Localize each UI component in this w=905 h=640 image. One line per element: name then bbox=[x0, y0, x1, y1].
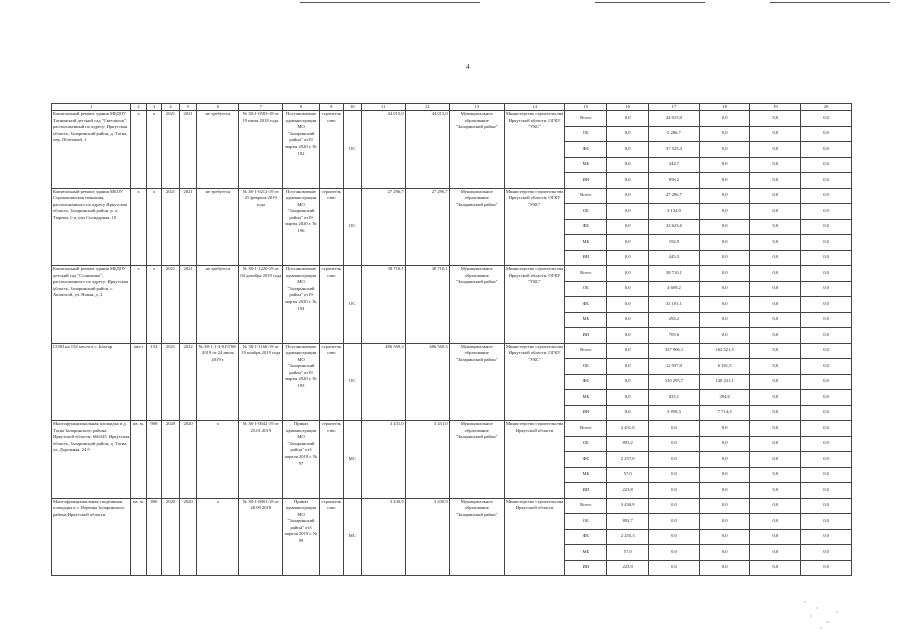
funding-source: ИИ bbox=[565, 405, 607, 421]
estimate-cost: 3 431,0 bbox=[361, 421, 405, 499]
customer: Муниципальное образование "Заларинский район" bbox=[449, 111, 504, 189]
funding-value: 0,0 bbox=[801, 452, 852, 468]
funding-value: 0,0 bbox=[750, 142, 801, 158]
funding-value: 0,0 bbox=[699, 467, 750, 483]
table-row bbox=[52, 111, 852, 127]
work-type: строительство bbox=[319, 266, 343, 344]
funding-source: Всего bbox=[565, 188, 607, 204]
customer: Муниципальное образование "Заларинский район" bbox=[449, 421, 504, 499]
column-number-7: 7 bbox=[239, 104, 283, 111]
column-number-20: 20 bbox=[801, 104, 852, 111]
start-year: 2020 bbox=[162, 421, 180, 499]
table-row bbox=[52, 421, 852, 437]
ownership: ОС bbox=[343, 343, 361, 421]
end-year: 2022 bbox=[179, 343, 197, 421]
funding-value: 0,0 bbox=[607, 343, 649, 359]
funding-source: Всего bbox=[565, 343, 607, 359]
funding-value: 0,0 bbox=[750, 188, 801, 204]
table-row bbox=[52, 498, 852, 514]
funding-value: 57,0 bbox=[607, 545, 649, 561]
table-row bbox=[52, 188, 852, 204]
funding-source: МБ bbox=[565, 545, 607, 561]
funding-source: ОБ bbox=[565, 514, 607, 530]
expertise: не требуется bbox=[197, 188, 239, 266]
funding-value: 310 295,7 bbox=[649, 374, 700, 390]
funding-value: 445,3 bbox=[649, 250, 700, 266]
start-year: 2021 bbox=[162, 343, 180, 421]
decision: Постановление администрации МО "Заларинский район" от19 марты 2020 г. № 195 bbox=[283, 343, 319, 421]
start-year: 2020 bbox=[162, 498, 180, 576]
funding-value: 705,6 bbox=[649, 328, 700, 344]
funding-value: 0,0 bbox=[801, 405, 852, 421]
funding-value: 0,0 bbox=[699, 297, 750, 313]
funding-value: 44 015,0 bbox=[649, 111, 700, 127]
funding-value: 0,0 bbox=[750, 281, 801, 297]
funding-source: ОБ bbox=[565, 436, 607, 452]
funding-value: 0,0 bbox=[699, 157, 750, 173]
permit: № 38-1-1220-19 от 04 декабря 2019 года bbox=[239, 266, 283, 344]
funding-value: 0,0 bbox=[699, 498, 750, 514]
customer: Муниципальное образование "Заларинский район" bbox=[449, 343, 504, 421]
start-year: 2021 bbox=[162, 188, 180, 266]
end-year: 2021 bbox=[179, 111, 197, 189]
funding-value: 0,0 bbox=[699, 483, 750, 499]
start-year: 2021 bbox=[162, 266, 180, 344]
work-type: строительство bbox=[319, 421, 343, 499]
funding-value: 0,0 bbox=[801, 560, 852, 576]
funding-value: 0,0 bbox=[607, 328, 649, 344]
work-type: строительство bbox=[319, 111, 343, 189]
column-number-3: 3 bbox=[146, 104, 161, 111]
funding-value: 0,0 bbox=[699, 452, 750, 468]
funding-source: ФБ bbox=[565, 297, 607, 313]
decision: Приказ администрации МО "Заларинский район" от3 апреля 2019 г. № 97 bbox=[283, 421, 319, 499]
funding-value: 0,0 bbox=[649, 514, 700, 530]
funding-value: 3 134,9 bbox=[649, 204, 700, 220]
ownership: МС bbox=[343, 421, 361, 499]
funding-value: 0,0 bbox=[750, 328, 801, 344]
funding-value: 0,0 bbox=[801, 235, 852, 251]
funding-source: ИИ bbox=[565, 250, 607, 266]
funding-value: 0,0 bbox=[750, 483, 801, 499]
funding-value: 294,2 bbox=[649, 312, 700, 328]
funding-value: 0,0 bbox=[801, 483, 852, 499]
decision: Постановление администрации МО "Заларинский район" от19 марты 2020 г. № 192 bbox=[283, 111, 319, 189]
funding-value: 0,0 bbox=[801, 219, 852, 235]
object-name: Многофункциональная площадка в д. Тагна Заларинского района, Иркутской области, 666345, Иркутская область, Заларинский район, д. Тагна, ул. Дорожная, 24 б bbox=[52, 421, 131, 499]
funding-value: 0,0 bbox=[649, 436, 700, 452]
funding-value: 0,0 bbox=[649, 421, 700, 437]
funding-value: 33 101,1 bbox=[649, 297, 700, 313]
funding-value: 0,0 bbox=[699, 204, 750, 220]
column-number-2: 2 bbox=[131, 104, 146, 111]
funding-value: 38 710,1 bbox=[649, 266, 700, 282]
funding-value: 0,0 bbox=[801, 250, 852, 266]
funding-value: 0,0 bbox=[750, 297, 801, 313]
top-rule-right bbox=[770, 2, 890, 3]
column-number-17: 17 bbox=[649, 104, 700, 111]
funding-value: 0,0 bbox=[699, 545, 750, 561]
funding-value: 0,0 bbox=[649, 483, 700, 499]
funding-value: 0,0 bbox=[750, 498, 801, 514]
funding-value: 0,0 bbox=[750, 452, 801, 468]
funding-value: 0,0 bbox=[750, 219, 801, 235]
funding-value: 0,0 bbox=[801, 297, 852, 313]
funding-value: 327 906,1 bbox=[649, 343, 700, 359]
expertise: № 38-1-1-3-015768-2019 от 24 июля 2019 г. bbox=[197, 343, 239, 421]
funding-value: 0,0 bbox=[801, 436, 852, 452]
funding-value: 0,0 bbox=[607, 188, 649, 204]
funding-source: МБ bbox=[565, 312, 607, 328]
funding-value: 858,2 bbox=[649, 173, 700, 189]
remaining-cost: 27 296,7 bbox=[405, 188, 449, 266]
work-type: строительство bbox=[319, 343, 343, 421]
estimate-cost: 486 569,3 bbox=[361, 343, 405, 421]
funding-value: 0,0 bbox=[699, 111, 750, 127]
ownership: ОС bbox=[343, 266, 361, 344]
funding-value: 0,0 bbox=[699, 312, 750, 328]
responsible: Министерство строительства Иркутской области, ОГКУ "УКС" bbox=[504, 343, 565, 421]
funding-value: 0,0 bbox=[607, 297, 649, 313]
funding-value: 0,0 bbox=[750, 235, 801, 251]
expertise: х bbox=[197, 498, 239, 576]
capacity: х bbox=[146, 188, 161, 266]
funding-value: 0,0 bbox=[801, 545, 852, 561]
funding-value: 3 858,3 bbox=[649, 405, 700, 421]
investment-table bbox=[51, 103, 852, 576]
expertise: х bbox=[197, 421, 239, 499]
funding-value: 148 231,1 bbox=[699, 374, 750, 390]
funding-value: 0,0 bbox=[801, 328, 852, 344]
unit: кв. м. bbox=[131, 421, 146, 499]
funding-value: 6 181,5 bbox=[699, 359, 750, 375]
column-number-8: 8 bbox=[283, 104, 319, 111]
page-number: 4 bbox=[466, 63, 470, 71]
funding-source: ИИ bbox=[565, 483, 607, 499]
funding-value: 0,0 bbox=[801, 390, 852, 406]
funding-value: 0,0 bbox=[801, 126, 852, 142]
funding-value: 0,0 bbox=[801, 157, 852, 173]
funding-source: ОБ bbox=[565, 126, 607, 142]
scan-noise-marks bbox=[796, 596, 850, 634]
funding-value: 0,0 bbox=[699, 281, 750, 297]
funding-source: МБ bbox=[565, 390, 607, 406]
end-year: 2021 bbox=[179, 266, 197, 344]
capacity: 800 bbox=[146, 498, 161, 576]
capacity: 908 bbox=[146, 421, 161, 499]
funding-value: 0,0 bbox=[649, 452, 700, 468]
customer: Муниципальное образование "Заларинский район" bbox=[449, 266, 504, 344]
ownership: МС bbox=[343, 498, 361, 576]
funding-value: 5 286,7 bbox=[649, 126, 700, 142]
funding-value: 0,0 bbox=[649, 498, 700, 514]
work-type: строительство bbox=[319, 498, 343, 576]
funding-value: 0,0 bbox=[649, 560, 700, 576]
decision: Постановление администрации МО "Заларинский район" от19 марты 2020 г. № 194 bbox=[283, 266, 319, 344]
funding-value: 0,0 bbox=[750, 467, 801, 483]
funding-value: 0,0 bbox=[801, 312, 852, 328]
funding-value: 394,6 bbox=[699, 390, 750, 406]
funding-value: 0,0 bbox=[699, 173, 750, 189]
funding-value: 0,0 bbox=[750, 111, 801, 127]
top-rule-mid bbox=[595, 2, 705, 3]
funding-value: 2 257,0 bbox=[607, 452, 649, 468]
funding-value: 0,0 bbox=[699, 560, 750, 576]
object-name: Капитальный ремонт здания МБОУ Сорокашинская гимназия, расположенного по адресу Иркутская область, Заларинский район, р. п. Тырешь 1-я, ули Солидарная, 10 bbox=[52, 188, 131, 266]
capacity: 154 bbox=[146, 343, 161, 421]
permit: № 38-1-0583-18 от 19 июля 2018 года. bbox=[239, 111, 283, 189]
funding-source: ФБ bbox=[565, 452, 607, 468]
funding-value: 223,8 bbox=[607, 483, 649, 499]
funding-value: 0,0 bbox=[750, 560, 801, 576]
funding-value: 0,0 bbox=[801, 421, 852, 437]
funding-value: 893,2 bbox=[607, 436, 649, 452]
object-name: СОШ на 154 места в с. Бахтар bbox=[52, 343, 131, 421]
funding-value: 0,0 bbox=[750, 173, 801, 189]
funding-value: 0,0 bbox=[607, 204, 649, 220]
column-number-4: 4 bbox=[162, 104, 180, 111]
funding-value: 0,0 bbox=[607, 126, 649, 142]
funding-value: 0,0 bbox=[801, 374, 852, 390]
funding-value: 3 431,0 bbox=[607, 421, 649, 437]
funding-value: 0,0 bbox=[750, 436, 801, 452]
funding-value: 0,0 bbox=[607, 266, 649, 282]
funding-value: 0,0 bbox=[801, 498, 852, 514]
funding-value: 0,0 bbox=[649, 467, 700, 483]
funding-value: 0,0 bbox=[801, 204, 852, 220]
capacity: х bbox=[146, 266, 161, 344]
decision: Постановление администрации МО "Заларинский район" от19 марты 2020 г. № 196 bbox=[283, 188, 319, 266]
funding-value: 0,0 bbox=[750, 359, 801, 375]
funding-value: 225,9 bbox=[607, 560, 649, 576]
column-number-15: 15 bbox=[565, 104, 607, 111]
funding-value: 0,0 bbox=[699, 266, 750, 282]
funding-value: 0,0 bbox=[699, 219, 750, 235]
column-number-19: 19 bbox=[750, 104, 801, 111]
funding-source: МБ bbox=[565, 467, 607, 483]
responsible: Министерство строительства Иркутской области, ОГКУ "УКС" bbox=[504, 188, 565, 266]
funding-value: 0,0 bbox=[750, 545, 801, 561]
work-type: строительство bbox=[319, 188, 343, 266]
object-name: Капитальный ремонт здания МБДОУ детский сад "Солнышко", расположенного по адресу: Иркутская область, Заларинский район, с. Холмогой, ул. Новая, д. 2 bbox=[52, 266, 131, 344]
funding-value: 0,0 bbox=[750, 529, 801, 545]
funding-value: 0,0 bbox=[801, 343, 852, 359]
column-number-14: 14 bbox=[504, 104, 565, 111]
unit: х bbox=[131, 111, 146, 189]
estimate-cost: 27 296,7 bbox=[361, 188, 405, 266]
funding-value: 7 714,3 bbox=[699, 405, 750, 421]
responsible: Министерство строительства Иркутской области bbox=[504, 421, 565, 499]
funding-source: МБ bbox=[565, 235, 607, 251]
funding-value: 0,0 bbox=[607, 390, 649, 406]
remaining-cost: 38 710,1 bbox=[405, 266, 449, 344]
funding-value: 0,0 bbox=[607, 219, 649, 235]
table-row bbox=[52, 343, 852, 359]
funding-source: Всего bbox=[565, 266, 607, 282]
funding-value: 0,0 bbox=[750, 421, 801, 437]
funding-value: 0,0 bbox=[801, 514, 852, 530]
funding-value: 0,0 bbox=[750, 250, 801, 266]
funding-value: 0,0 bbox=[801, 467, 852, 483]
funding-source: ИИ bbox=[565, 173, 607, 189]
remaining-cost: 3 431,0 bbox=[405, 421, 449, 499]
header-row bbox=[52, 104, 852, 111]
funding-value: 0,0 bbox=[607, 359, 649, 375]
funding-value: 825,1 bbox=[649, 390, 700, 406]
funding-source: ОБ bbox=[565, 281, 607, 297]
responsible: Министерство строительства Иркутской области, ОГКУ "УКС" bbox=[504, 111, 565, 189]
funding-value: 0,0 bbox=[750, 204, 801, 220]
funding-value: 0,0 bbox=[607, 405, 649, 421]
funding-value: 0,0 bbox=[750, 405, 801, 421]
funding-value: 0,0 bbox=[750, 157, 801, 173]
funding-value: 0,0 bbox=[699, 421, 750, 437]
funding-value: 0,0 bbox=[750, 266, 801, 282]
funding-value: 0,0 bbox=[607, 374, 649, 390]
funding-source: ФБ bbox=[565, 219, 607, 235]
customer: Муниципальное образование "Заларинский район" bbox=[449, 188, 504, 266]
funding-value: 2 255,3 bbox=[607, 529, 649, 545]
funding-source: МБ bbox=[565, 157, 607, 173]
funding-value: 57,0 bbox=[607, 467, 649, 483]
column-number-12: 12 bbox=[405, 104, 449, 111]
funding-source: Всего bbox=[565, 498, 607, 514]
estimate-cost: 44 015,0 bbox=[361, 111, 405, 189]
funding-value: 192,9 bbox=[649, 235, 700, 251]
funding-source: Всего bbox=[565, 111, 607, 127]
permit: № 38-1-0042-19 от 25.01.2019 bbox=[239, 421, 283, 499]
customer: Муниципальное образование "Заларинский район" bbox=[449, 498, 504, 576]
funding-value: 0,0 bbox=[607, 142, 649, 158]
funding-value: 27 296,7 bbox=[649, 188, 700, 204]
capacity: х bbox=[146, 111, 161, 189]
funding-value: 0,0 bbox=[699, 514, 750, 530]
estimate-cost: 3 430,9 bbox=[361, 498, 405, 576]
unit: х bbox=[131, 266, 146, 344]
column-number-6: 6 bbox=[197, 104, 239, 111]
object-name: Многофункциональная спортивная площадка в с. Веренка Заларинского района Иркутской области bbox=[52, 498, 131, 576]
funding-value: 0,0 bbox=[607, 250, 649, 266]
remaining-cost: 486 569,3 bbox=[405, 343, 449, 421]
responsible: Министерство строительства Иркутской области bbox=[504, 498, 565, 576]
funding-value: 0,0 bbox=[801, 173, 852, 189]
column-number-18: 18 bbox=[699, 104, 750, 111]
top-rule-left bbox=[300, 2, 480, 3]
funding-source: ФБ bbox=[565, 142, 607, 158]
funding-value: 0,0 bbox=[750, 514, 801, 530]
ownership: ОС bbox=[343, 188, 361, 266]
funding-value: 0,0 bbox=[649, 545, 700, 561]
funding-value: 0,0 bbox=[607, 111, 649, 127]
funding-value: 0,0 bbox=[801, 529, 852, 545]
funding-value: 0,0 bbox=[607, 281, 649, 297]
funding-value: 0,0 bbox=[801, 359, 852, 375]
funding-value: 0,0 bbox=[750, 390, 801, 406]
funding-value: 0,0 bbox=[750, 312, 801, 328]
end-year: 2020 bbox=[179, 421, 197, 499]
funding-value: 0,0 bbox=[699, 188, 750, 204]
funding-value: 0,0 bbox=[750, 126, 801, 142]
funding-value: 0,0 bbox=[699, 436, 750, 452]
funding-source: ФБ bbox=[565, 529, 607, 545]
funding-value: 0,0 bbox=[607, 157, 649, 173]
funding-value: 0,0 bbox=[699, 235, 750, 251]
funding-value: 4 609,2 bbox=[649, 281, 700, 297]
responsible: Министерство строительства Иркутской области, ОГКУ "УКС" bbox=[504, 266, 565, 344]
unit: х bbox=[131, 188, 146, 266]
funding-source: ОБ bbox=[565, 359, 607, 375]
unit: мест bbox=[131, 343, 146, 421]
funding-source: Всего bbox=[565, 421, 607, 437]
funding-source: ОБ bbox=[565, 204, 607, 220]
column-number-11: 11 bbox=[361, 104, 405, 111]
permit: № 38-1-0801-18 от 28.09.2018 bbox=[239, 498, 283, 576]
funding-value: 0,0 bbox=[699, 250, 750, 266]
funding-source: ИИ bbox=[565, 560, 607, 576]
funding-value: 0,0 bbox=[801, 142, 852, 158]
end-year: 2020 bbox=[179, 498, 197, 576]
remaining-cost: 44 015,0 bbox=[405, 111, 449, 189]
funding-value: 0,0 bbox=[699, 126, 750, 142]
funding-value: 0,0 bbox=[750, 374, 801, 390]
funding-value: 0,0 bbox=[649, 529, 700, 545]
funding-value: 0,0 bbox=[801, 111, 852, 127]
start-year: 2021 bbox=[162, 111, 180, 189]
permit: № 38-1-0212-19 от 25 февраля 2019 года bbox=[239, 188, 283, 266]
ownership: ОС bbox=[343, 111, 361, 189]
column-number-10: 10 bbox=[343, 104, 361, 111]
funding-source: ФБ bbox=[565, 374, 607, 390]
column-number-9: 9 bbox=[319, 104, 343, 111]
funding-value: 0,0 bbox=[750, 343, 801, 359]
funding-value: 892,7 bbox=[607, 514, 649, 530]
permit: № 38-1-1166-19 от 19 ноября 2019 года bbox=[239, 343, 283, 421]
object-name: Капитальный ремонт здания МБДОУ Тагнинский детский сад "Светлячок", расположенный по адресу: Иркутская область, Заларинский район, д. Тагна, пер. Почтовый, 1 bbox=[52, 111, 131, 189]
estimate-cost: 38 710,1 bbox=[361, 266, 405, 344]
funding-value: 37 525,4 bbox=[649, 142, 700, 158]
remaining-cost: 3 430,9 bbox=[405, 498, 449, 576]
funding-source: ИИ bbox=[565, 328, 607, 344]
funding-value: 344,7 bbox=[649, 157, 700, 173]
funding-value: 0,0 bbox=[607, 312, 649, 328]
decision: Приказ администрации МО "Заларинский район" от3 апреля 2019 г. № 99 bbox=[283, 498, 319, 576]
column-number-13: 13 bbox=[449, 104, 504, 111]
funding-value: 0,0 bbox=[801, 281, 852, 297]
funding-value: 23 623,6 bbox=[649, 219, 700, 235]
funding-value: 0,0 bbox=[699, 328, 750, 344]
funding-value: 3 430,9 bbox=[607, 498, 649, 514]
column-number-16: 16 bbox=[607, 104, 649, 111]
column-number-5: 5 bbox=[179, 104, 197, 111]
unit: кв. м. bbox=[131, 498, 146, 576]
end-year: 2021 bbox=[179, 188, 197, 266]
column-number-1: 1 bbox=[52, 104, 131, 111]
funding-value: 0,0 bbox=[607, 173, 649, 189]
funding-value: 12 937,0 bbox=[649, 359, 700, 375]
funding-value: 0,0 bbox=[699, 142, 750, 158]
funding-value: 0,0 bbox=[607, 235, 649, 251]
table-row bbox=[52, 266, 852, 282]
funding-value: 0,0 bbox=[801, 188, 852, 204]
funding-value: 162 521,5 bbox=[699, 343, 750, 359]
funding-value: 0,0 bbox=[699, 529, 750, 545]
expertise: не требуется bbox=[197, 111, 239, 189]
funding-value: 0,0 bbox=[801, 266, 852, 282]
expertise: не требуется bbox=[197, 266, 239, 344]
